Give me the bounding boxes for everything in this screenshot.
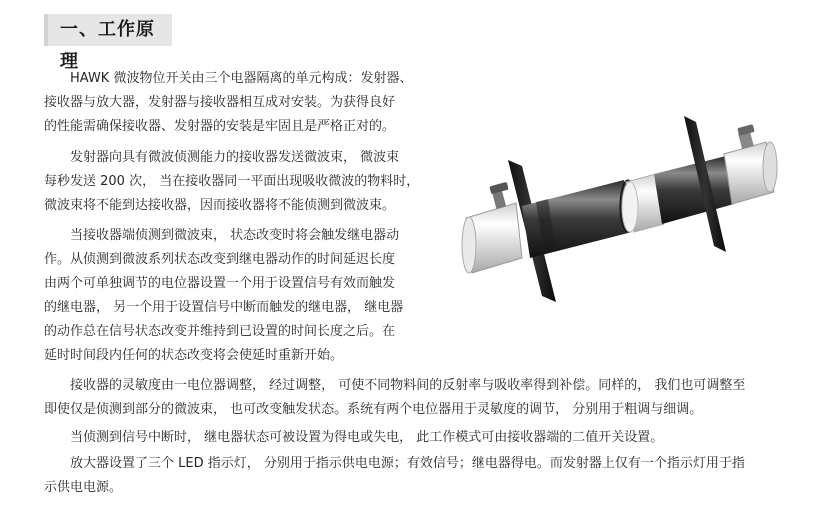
receiver-housing <box>724 124 777 204</box>
receiver-pipe <box>654 156 734 224</box>
paragraph-line: 当接收器端侦测到微波束， 状态改变时将会触发继电器动 <box>70 228 400 243</box>
transmitter-pipe <box>522 180 636 258</box>
paragraph-line: 的继电器， 另一个用于设置信号中断而触发的继电器， 继电器 <box>44 300 404 315</box>
paragraph-line: 接收器与放大器，发射器与接收器相互成对安装。为获得良好 <box>44 95 396 110</box>
paragraph-line: 的性能需确保接收器、发射器的安装是牢固且是严格正对的。 <box>44 119 396 134</box>
section-heading <box>44 14 172 72</box>
paragraph-line: 即使仅是侦测到部分的微波束， 也可改变触发状态。系统有两个电位器用于灵敏度的调节， 分别用于粗调与细调。 <box>44 402 703 417</box>
paragraph-line: 的动作总在信号状态改变并维持到已设置的时间长度之后。在 <box>44 324 396 339</box>
paragraph-line: 微波束将不能到达接收器，因而接收器将不能侦测到微波束。 <box>44 198 396 213</box>
paragraph-line: HAWK 微波物位开关由三个电器隔离的单元构成：发射器、 <box>70 71 413 86</box>
transmitter-housing <box>462 182 522 273</box>
paragraph-line: 作。从侦测到微波系列状态改变到继电器动作的时间延迟长度 <box>44 252 396 267</box>
paragraph-line: 每秒发送 200 次， 当在接收器同一平面出现吸收微波的物料时， <box>44 174 420 189</box>
paragraph-line: 放大器设置了三个 LED 指示灯， 分别用于指示供电电源；有效信号；继电器得电。而发射器上仅有一个指示灯用于指 <box>70 456 745 471</box>
paragraph-line: 由两个可单独调节的电位器设置一个用于设置信号有效而触发 <box>44 276 396 291</box>
paragraph-line: 示供电电源。 <box>44 480 123 495</box>
paragraph-line: 当侦测到信号中断时， 继电器状态可被设置为得电或失电， 此工作模式可由接收器端的二值开关设置。 <box>70 430 664 445</box>
paragraph-line: 延时时间段内任何的状态改变将会使延时重新开始。 <box>44 348 344 363</box>
paragraph-line: 发射器向具有微波侦测能力的接收器发送微波束， 微波束 <box>70 150 400 165</box>
paragraph-line: 接收器的灵敏度由一电位器调整， 经过调整， 可使不同物料间的反射率与吸收率得到补偿。同样的， 我们也可调整至 <box>70 378 746 393</box>
section-title: 一、工作原理 <box>60 19 155 72</box>
microwave-switch-photo <box>456 108 786 308</box>
